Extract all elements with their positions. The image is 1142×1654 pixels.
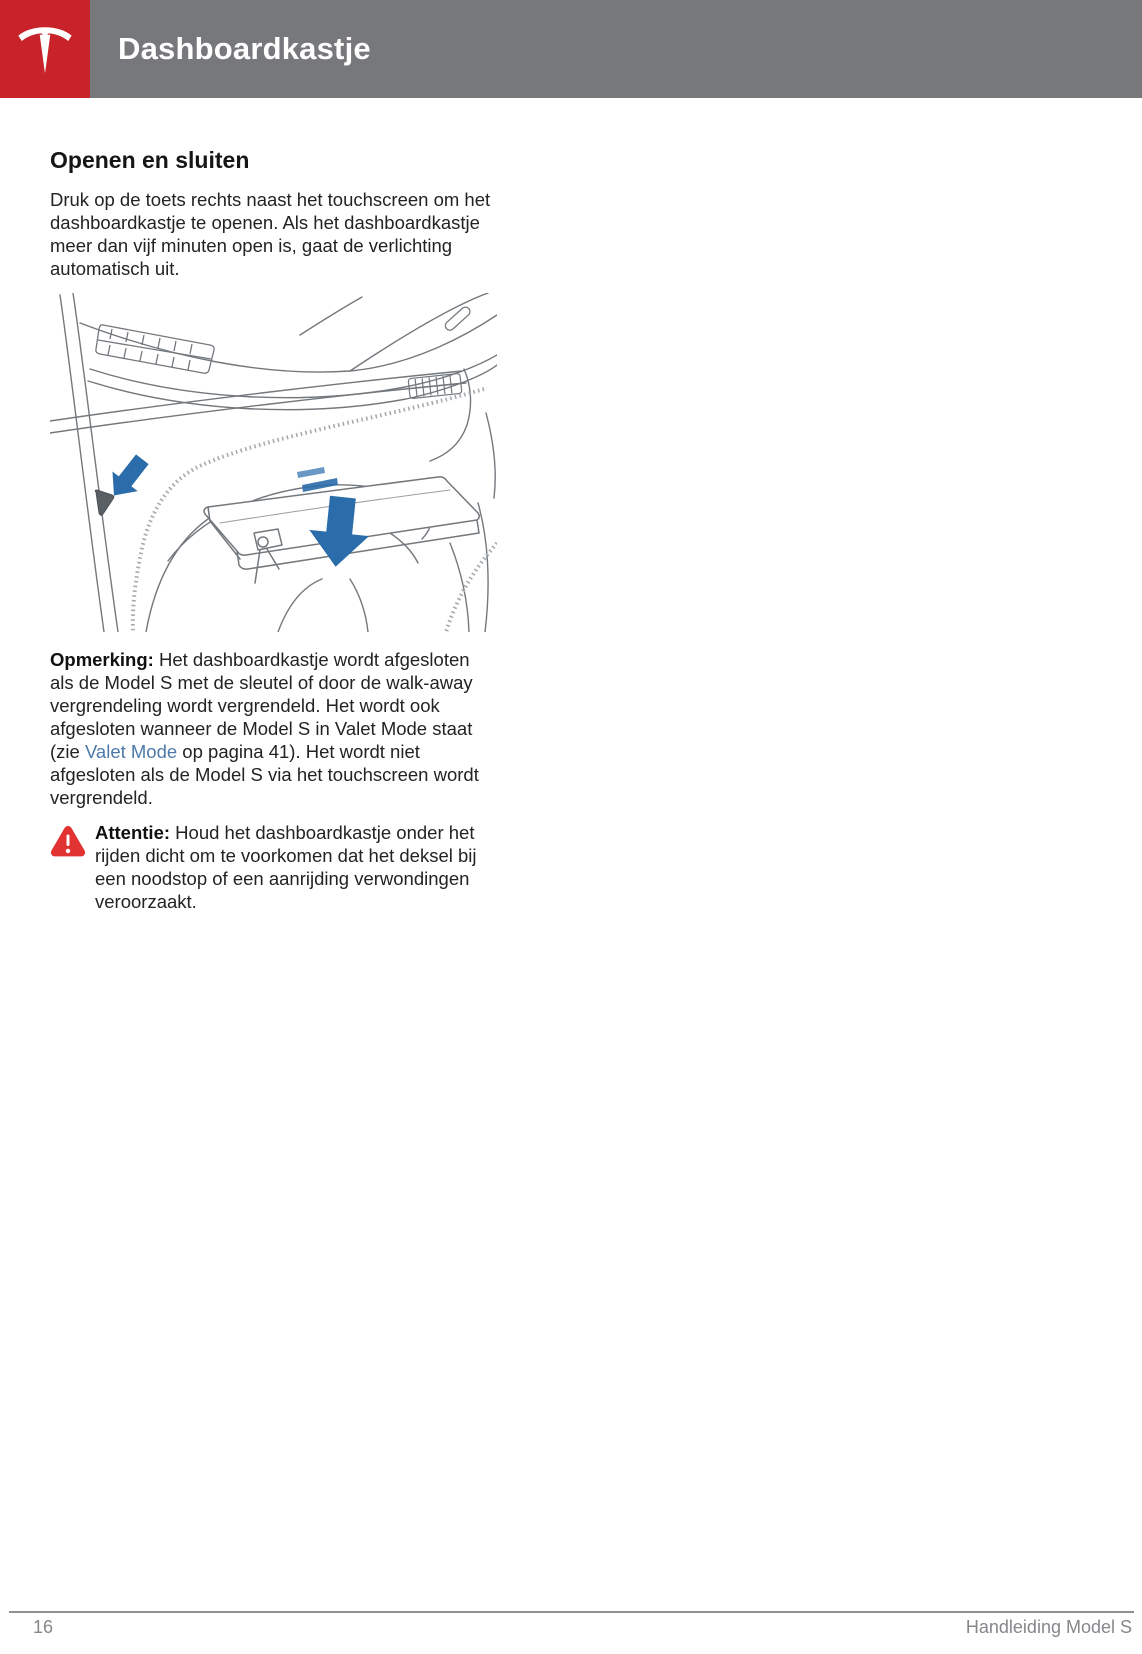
- page-title: Dashboardkastje: [118, 31, 371, 66]
- warning-triangle-icon: [50, 824, 86, 862]
- page-header: [0, 0, 1142, 98]
- warning-block: [50, 821, 497, 913]
- note-text-after: op pagina 41). Het wordt niet afgesloten als de Model S via het touchscreen wordt vergrendeld.: [50, 741, 479, 808]
- glovebox-illustration: [50, 293, 497, 632]
- note-text-before: Het dashboardkastje wordt afgesloten als de Model S met de sleutel of door de walk-away vergrendeling wordt vergrendeld. Het wordt ook afgesloten wanneer de Model S in Valet Mode staat (zie: [50, 649, 473, 762]
- section-heading: Openen en sluiten: [50, 147, 250, 173]
- warning-text: Houd het dashboardkastje onder het rijden dicht om te voorkomen dat het deksel bij een noodstop of een aanrijding verwondingen veroorzaakt.: [95, 822, 477, 912]
- page-footer: [9, 1611, 1134, 1638]
- note-label: Opmerking:: [50, 649, 154, 670]
- note-paragraph: [50, 648, 497, 809]
- doc-title: Handleiding Model S: [965, 1617, 1132, 1637]
- main-content: [0, 98, 497, 913]
- page-number: 16: [33, 1617, 54, 1637]
- warning-paragraph: [95, 821, 490, 913]
- valet-mode-link[interactable]: Valet Mode: [84, 741, 178, 762]
- intro-paragraph: Druk op de toets rechts naast het touchscreen om het dashboardkastje te openen. Als het dashboardkastje meer dan vijf minuten open is, gaat de verlichting automatisch uit.: [50, 189, 491, 279]
- tesla-logo: [0, 0, 90, 98]
- header-bar: [90, 0, 1142, 98]
- warning-label: Attentie:: [95, 822, 171, 843]
